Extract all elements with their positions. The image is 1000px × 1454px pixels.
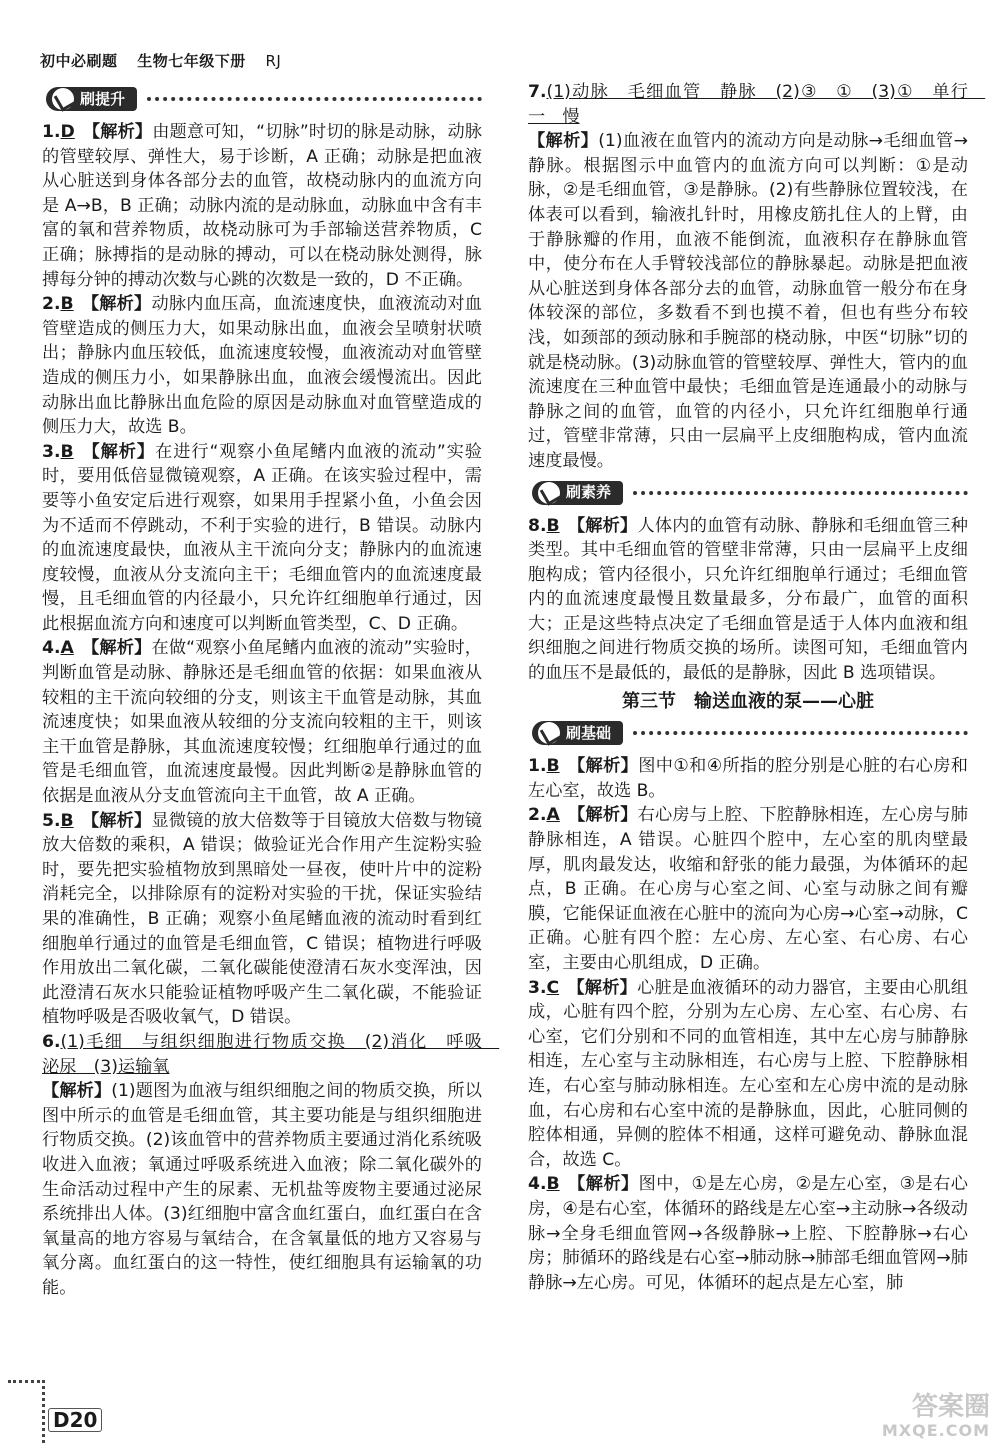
answer-choice: B [546,515,560,536]
answer-choice: C [546,977,560,998]
answer-choice: B [546,1174,560,1195]
right-column [528,80,986,1295]
analysis-text: 在进行“观察小鱼尾鳍内血液的流动”实验时，要用低倍显微镜观察，A 正确。在该实验过程中，需要等小鱼安定后进行观察，如果用手捏紧小鱼，小鱼会因为不适而不停跳动，不利于实验的进行，B 错误。动脉内的血流速度最快，血液从主干流向分支；静脉内的血流速度较慢，血液从分支流向主干；毛细血管内的血流速度最慢，且毛细血管的内径最小，只允许红细胞单行通过，因此根据血流方向和速度可以判断血管类型，C、D 正确。 [42,441,482,634]
analysis-text: (1)血液在血管内的流动方向是动脉→毛细血管→静脉。根据图示中血管内的血流方向可以判断：①是动脉，②是毛细血管，③是静脉。(2)有些静脉位置较浅，在体表可以看到，输液扎针时，用橡皮筋扎住人的上臂，由于静脉瓣的作用，血液不能倒流，血液积存在静脉血管中，使分布在人手臂较浅部位的静脉暴起。动脉是把血液从心脏送到身体各部分去的血管，动脉血管一般分布在身体较深的部位，多数看不到也摸不着，但也有些分布较浅，如颈部的颈动脉和手腕部的桡动脉，中医“切脉”切的就是桡动脉。(3)动脉血管的管壁较厚、弹性大，管内的血流速度在三种血管中最快；毛细血管是连通最小的动脉与静脉之间的血管，血管的内径小，只允许红细胞单行通过，管壁非常薄，只由一层扁平上皮细胞构成，管内血流速度最慢。 [528,131,968,471]
answer-item [42,292,482,440]
analysis-tag: 【解析】 [528,131,599,152]
banner-tisheng [42,82,482,116]
page-corner-dots [8,1380,45,1443]
analysis-tag: 【解析】 [82,122,153,142]
page-number: D20 [48,1408,102,1432]
answer-choice: B [60,810,74,831]
banner-jichu [528,716,968,750]
left-column [42,80,500,1301]
watermark-logo: 答案圈 [911,1392,990,1422]
analysis-tag: 【解析】 [567,515,638,536]
dotted-divider [633,731,968,735]
question-number: 3. [42,441,61,462]
answer-item [42,1030,500,1301]
answer-choice: B [60,441,74,462]
answer-item [42,120,482,292]
answer-item [528,754,968,803]
analysis-text: (1)题图为血液与组织细胞之间的物质交换，所以图中所示的血管是毛细血管，其主要功能是与组织细胞进行物质交换。(2)该血管中的营养物质主要通过消化系统吸收进入血液；氧通过呼吸系统进入血液；除二氧化碳外的生命活动过程中产生的尿素、无机盐等废物主要通过泌尿系统排出人体。(3)红细胞中富含血红蛋白，血红蛋白在含氧量高的地方容易与氧结合，在含氧量低的地方又容易与氧分离。血红蛋白的这一特性，使红细胞具有运输氧的功能。 [42,1081,482,1298]
analysis-tag: 【解析】 [567,756,639,777]
analysis-tag: 【解析】 [81,441,156,462]
question-number: 8. [528,515,547,536]
answer-choice: B [546,756,560,777]
answer-item [528,803,968,975]
analysis-text: 右心房与上腔、下腔静脉相连，左心房与肺静脉相连，A 错误。心脏四个腔中，左心室的肌肉壁最厚，肌肉最发达，收缩和舒张的能力最强，为体循环的起点，B 正确。在心房与心室之间、心室与动脉之间有瓣膜，它能保证血液在心脏中的流向为心房→心室→动脉，C 正确。心脏有四个腔：左心房、左心室、右心房、右心室，主要由心肌组成，D 正确。 [528,805,968,973]
answer-choice: A [60,638,74,659]
answer-choice: A [546,805,560,826]
answer-list [528,754,968,1295]
question-number: 5. [42,810,61,831]
analysis-tag: 【解析】 [42,1081,112,1102]
answer-item [42,440,482,637]
question-number: 3. [528,977,547,998]
analysis-tag: 【解析】 [567,805,638,826]
analysis-text: 人体内的血管有动脉、静脉和毛细血管三种类型。其中毛细血管的管壁非常薄，只由一层扁平上皮细胞构成；管内径很小，只允许红细胞单行通过；毛细血管内的血流速度最慢且数量最多，分布最广，血管的面积大；正是这些特点决定了毛细血管是适于人体内血液和组织细胞之间进行物质交换的场所。读图可知，毛细血管内的血压不是最低的，最低的是静脉，因此 B 选项错误。 [528,515,968,684]
answer-list [528,80,986,474]
analysis-text: 由题意可知，“切脉”时切的脉是动脉，动脉的管壁较厚、弹性大，易于诊断，A 正确；动脉是把血液从心脏送到身体各部分去的血管，故桡动脉内的血流方向是 A→B，B 正确；动脉内流的是动脉血，动脉血中含有丰富的氧和营养物质，故桡动脉可为手部输送营养物质，C 正确；脉搏指的是动脉的搏动，可以在桡动脉处测得，脉搏每分钟的搏动次数与心跳的次数是一致的，D 不正确。 [42,122,482,290]
analysis-tag: 【解析】 [567,1174,639,1195]
brush-icon [52,88,74,110]
question-number: 4. [528,1174,547,1195]
edition-label: RJ [265,52,282,70]
answer-list [42,120,500,1301]
answer-list [528,514,968,686]
banner-suyang [528,476,968,510]
question-number: 2. [42,294,61,315]
question-number: 2. [528,805,547,826]
brush-icon [538,722,560,744]
answer-choice: D [60,122,75,142]
analysis-text: 动脉内血压高，血流速度快，血液流动对血管壁造成的侧压力大，如果动脉出血，血液会呈喷射状喷出；静脉内血压较低，血流速度较慢，血液流动对血管壁造成的侧压力小，如果静脉出血，血液会缓慢流出。因此动脉出血比静脉出血危险的原因是动脉血对血管壁造成的侧压力大，故选 B。 [42,294,482,438]
section-badge: 刷素养 [532,481,623,505]
analysis-text: 在做“观察小鱼尾鳍内血液的流动”实验时，判断血管是动脉、静脉还是毛细血管的依据：如果血液从较粗的主干流向较细的分支，则该主干血管是动脉，其血流速度快；如果血液从较细的分支流向较粗的主干，则该主干血管是静脉，其血流速度较慢；红细胞单行通过的血管是毛细血管，血流速度最慢。因此判断②是静脉血管的依据是血液从分支血管流向主干血管，故 A 正确。 [42,638,482,807]
analysis-text: 心脏是血液循环的动力器官，主要由心肌组成，心脏有四个腔，分别为左心房、左心室、右心房、右心室，它们分别和不同的血管相连，其中左心房与肺静脉相连，左心室与主动脉相连，右心房与上腔、下腔静脉相连，右心室与肺动脉相连。左心室和左心房中流的是动脉血，右心房和右心室中流的是静脉血，因此，心脏同侧的腔体相通，异侧的腔体不相通，这样可避免动、静脉血混合，故选 C。 [528,977,968,1170]
analysis-tag: 【解析】 [81,638,152,659]
answer-item [528,976,968,1173]
section-badge: 刷提升 [46,87,137,111]
brush-icon [538,482,560,504]
analysis-text: 图中①和④所指的腔分别是心脏的右心房和左心室，故选 B。 [528,756,968,801]
answer-fill: (1)毛细 与组织细胞进行物质交换 (2)消化 呼吸 泌尿 (3)运输氧 [42,1031,500,1077]
answer-choice: B [60,294,74,315]
answer-item [42,809,482,1030]
answer-item [528,80,986,474]
watermark [840,1392,990,1446]
analysis-text: 显微镜的放大倍数等于目镜放大倍数与物镜放大倍数的乘积，A 错误；做验证光合作用产生淀粉实验时，要先把实验植物放到黑暗处一昼夜，使叶片中的淀粉消耗完全，以排除原有的淀粉对实验的干扰，保证实验结果的准确性，B 正确；观察小鱼尾鳍血液的流动时看到红细胞单行通过的血管是毛细血管，C 错误；植物进行呼吸作用放出二氧化碳，二氧化碳能使澄清石灰水变浑浊，因此澄清石灰水只能验证植物呼吸产生二氧化碳，不能验证植物呼吸是否吸收氧气，D 错误。 [42,810,482,1028]
analysis-tag: 【解析】 [81,294,152,315]
dotted-divider [147,97,482,101]
page-header [40,50,540,74]
answer-fill: (1)动脉 毛细血管 静脉 (2)③ ① (3)① 单行 一 慢 [528,82,986,127]
answer-item [528,1172,968,1295]
answer-item [528,514,968,686]
analysis-tag: 【解析】 [81,810,152,831]
question-number: 1. [42,122,61,142]
question-number: 7. [528,82,547,102]
watermark-url: MXQE.COM [881,1421,990,1440]
subject-title: 生物七年级下册 [137,52,246,70]
question-number: 4. [42,638,61,659]
section-badge: 刷基础 [532,721,623,745]
question-number: 1. [528,756,547,777]
analysis-tag: 【解析】 [567,977,638,998]
section-title: 第三节 输送血液的泵——心脏 [622,690,874,712]
answer-item [42,636,482,808]
question-number: 6. [42,1031,61,1052]
dotted-divider [633,491,968,495]
book-title: 初中必刷题 [40,52,118,70]
analysis-text: 图中，①是左心房，②是左心室，③是右心房，④是右心室，体循环的路线是左心室→主动脉→各级动脉→全身毛细血管网→各级静脉→上腔、下腔静脉→右心房；肺循环的路线是右心室→肺动脉→肺部毛细血管网→肺静脉→左心房。可见，体循环的起点是左心室，肺 [528,1174,968,1293]
